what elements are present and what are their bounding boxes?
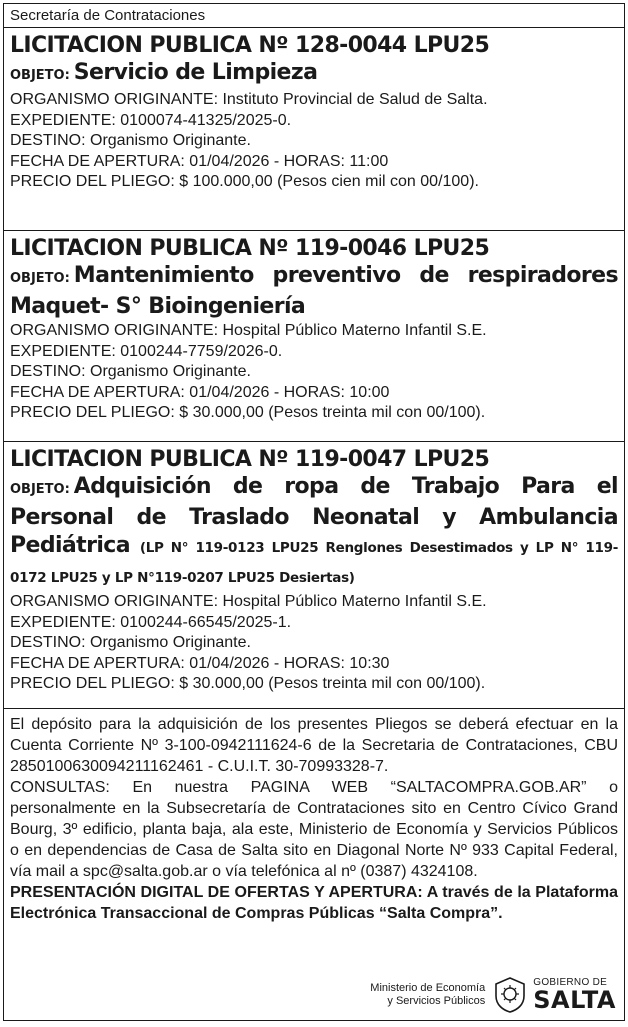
licitacion-title: LICITACION PUBLICA Nº 119-0046 LPU25 <box>10 236 490 261</box>
objeto-text: Adquisición de ropa de Trabajo Para el Personal de Traslado Neonatal y Ambulancia Pediátrica <box>10 474 618 558</box>
ministerio-label <box>370 982 485 1008</box>
organismo-line: ORGANISMO ORIGINANTE: Hospital Público Materno Infantil S.E. <box>10 322 487 339</box>
licitacion-section <box>4 28 624 231</box>
deposito-paragraph: El depósito para la adquisición de los presentes Pliegos se deberá efectuar en la Cuenta Corriente Nº 3-100-0942111624-6 de la Secretaria de Contrataciones, CBU 2850100630094211162461 - C.U.I.T. 30-70993328-7. <box>10 716 618 775</box>
objeto-line <box>10 59 618 90</box>
ministerio-line-2: y Servicios Públicos <box>387 995 486 1007</box>
objeto-text: Mantenimiento preventivo de respiradores Maquet- S° Bioingeniería <box>10 263 618 319</box>
salta-text: SALTA <box>533 986 616 1014</box>
precio-pliego-line: PRECIO DEL PLIEGO: $ 30.000,00 (Pesos treinta mil con 00/100). <box>10 675 486 692</box>
destino-line: DESTINO: Organismo Originante. <box>10 132 251 149</box>
precio-pliego-line: PRECIO DEL PLIEGO: $ 100.000,00 (Pesos cien mil con 00/100). <box>10 173 479 190</box>
gobierno-wordmark <box>533 978 616 1012</box>
objeto-note: (LP N° 119-0123 LPU25 Renglones Desestimados y LP N° 119-0172 LPU25 y LP N°119-0207 LPU25 Desiertas) <box>10 540 618 586</box>
gobierno-de-text: GOBIERNO DE <box>533 977 608 988</box>
fecha-apertura-line: FECHA DE APERTURA: 01/04/2026 - HORAS: 11:00 <box>10 152 389 170</box>
legal-notice <box>3 3 625 1021</box>
page-header <box>4 4 624 28</box>
expediente-line: EXPEDIENTE: 0100244-66545/2025-1. <box>10 613 292 631</box>
objeto-line <box>10 473 618 592</box>
objeto-label: OBJETO: <box>10 271 70 286</box>
footer-info <box>4 709 624 924</box>
objeto-line <box>10 262 618 321</box>
precio-pliego-line: PRECIO DEL PLIEGO: $ 30.000,00 (Pesos treinta mil con 00/100). <box>10 404 486 421</box>
fecha-apertura-line: FECHA DE APERTURA: 01/04/2026 - HORAS: 10:00 <box>10 383 390 401</box>
presentacion-paragraph: PRESENTACIÓN DIGITAL DE OFERTAS Y APERTURA: A través de la Plataforma Electrónica Transaccional de Compras Públicas “Salta Compra”. <box>10 884 618 922</box>
objeto-text: Servicio de Limpieza <box>73 60 318 85</box>
destino-line: DESTINO: Organismo Originante. <box>10 363 251 380</box>
licitacion-section <box>4 231 624 442</box>
destino-line: DESTINO: Organismo Originante. <box>10 634 251 651</box>
licitacion-section <box>4 442 624 709</box>
gobierno-salta-logo <box>370 976 616 1014</box>
provincial-crest-icon <box>493 976 527 1014</box>
objeto-label: OBJETO: <box>10 482 70 497</box>
licitacion-title: LICITACION PUBLICA Nº 119-0047 LPU25 <box>10 447 490 472</box>
expediente-line: EXPEDIENTE: 0100074-41325/2025-0. <box>10 111 292 129</box>
ministerio-line-1: Ministerio de Economía <box>370 982 486 994</box>
organismo-line: ORGANISMO ORIGINANTE: Hospital Público Materno Infantil S.E. <box>10 593 487 610</box>
organismo-line: ORGANISMO ORIGINANTE: Instituto Provincial de Salud de Salta. <box>10 91 488 108</box>
consultas-paragraph: CONSULTAS: En nuestra PAGINA WEB “SALTACOMPRA.GOB.AR” o personalmente en la Subsecretaría de Contrataciones sito en Centro Cívico Grand Bourg, 3º edificio, planta baja, ala este, Ministerio de Economía y Servicios Públicos o en dependencias de Casa de Salta sito en Diagonal Norte Nº 933 Capital Federal, vía mail a spc@salta.gob.ar o vía telefónica al nº (0387) 4324108. <box>10 779 618 880</box>
objeto-label: OBJETO: <box>10 68 70 83</box>
fecha-apertura-line: FECHA DE APERTURA: 01/04/2026 - HORAS: 10:30 <box>10 654 390 672</box>
expediente-line: EXPEDIENTE: 0100244-7759/2026-0. <box>10 342 283 360</box>
header-title: Secretaría de Contrataciones <box>10 7 206 24</box>
licitacion-title: LICITACION PUBLICA Nº 128-0044 LPU25 <box>10 33 490 58</box>
